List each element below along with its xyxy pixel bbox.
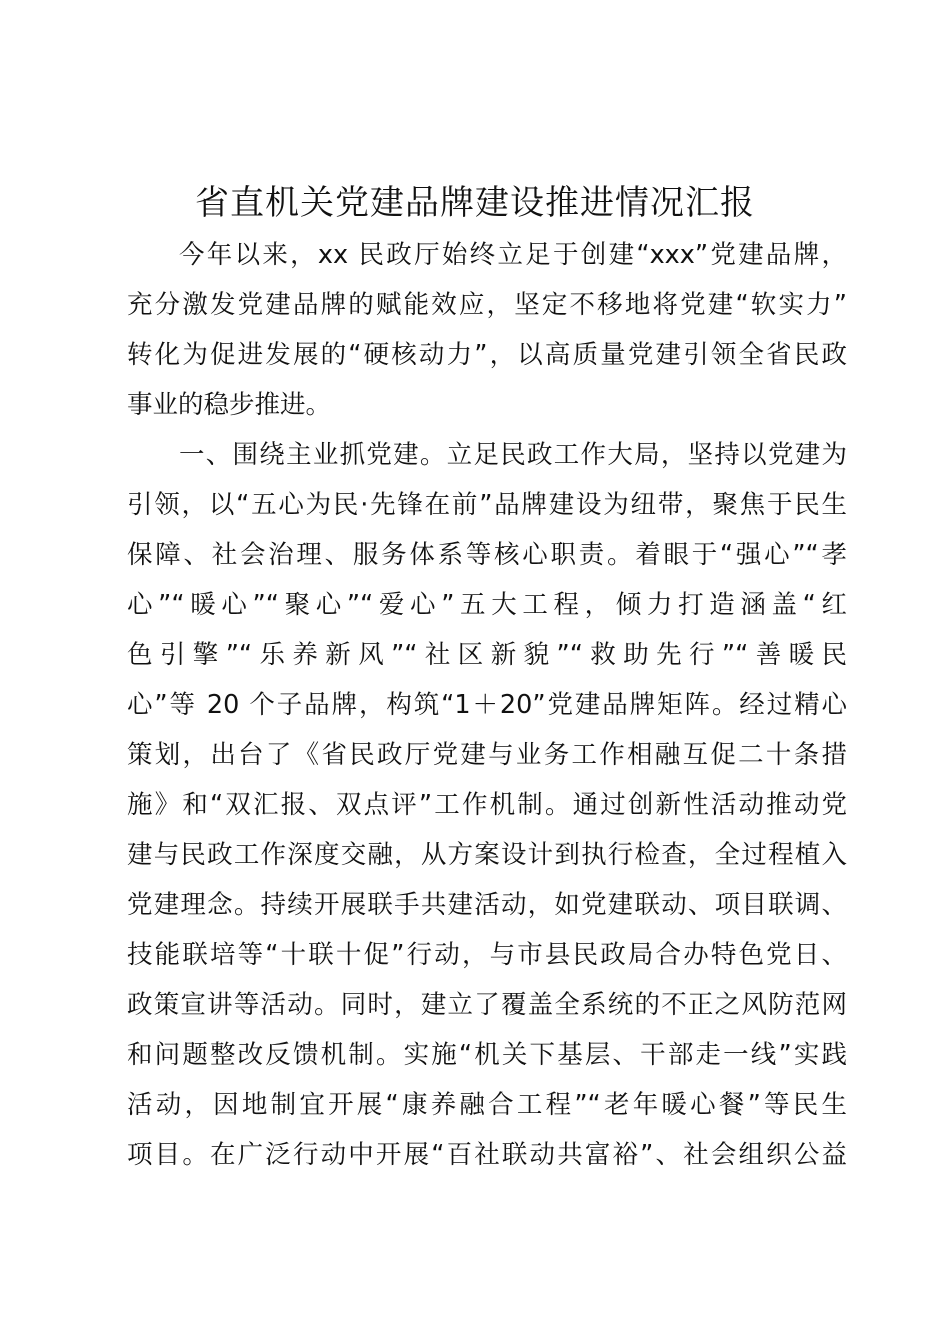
text-line: 充分激发党建品牌的赋能效应，坚定不移地将党建“软实力” [127, 290, 847, 320]
text-line: 色引擎”“乐养新风”“社区新貌”“救助先行”“善暖民 [127, 640, 847, 670]
text-line: 心”“暖心”“聚心”“爱心”五大工程，倾力打造涵盖“红 [127, 590, 847, 620]
text-line: 事业的稳步推进。 [127, 390, 332, 420]
text-line: 活动，因地制宜开展“康养融合工程”“老年暖心餐”等民生 [127, 1090, 847, 1120]
paragraph-2 [127, 430, 847, 1180]
paragraph-1 [127, 230, 847, 430]
text-line: 一、围绕主业抓党建。立足民政工作大局，坚持以党建为 [179, 440, 847, 470]
text-line: 和问题整改反馈机制。实施“机关下基层、干部走一线”实践 [127, 1040, 847, 1070]
text-line: 今年以来，xx 民政厅始终立足于创建“xxx”党建品牌， [179, 240, 847, 270]
document-title: 省直机关党建品牌建设推进情况汇报 [195, 183, 755, 223]
text-line: 保障、社会治理、服务体系等核心职责。着眼于“强心”“孝 [127, 540, 847, 570]
text-line: 心”等 20 个子品牌，构筑“1＋20”党建品牌矩阵。经过精心 [127, 690, 847, 720]
text-line: 施》和“双汇报、双点评”工作机制。通过创新性活动推动党 [127, 790, 847, 820]
text-line: 引领，以“五心为民·先锋在前”品牌建设为纽带，聚焦于民生 [127, 490, 847, 520]
text-line: 党建理念。持续开展联手共建活动，如党建联动、项目联调、 [127, 890, 847, 920]
text-line: 项目。在广泛行动中开展“百社联动共富裕”、社会组织公益 [127, 1140, 847, 1170]
text-line: 策划，出台了《省民政厅党建与业务工作相融互促二十条措 [127, 740, 847, 770]
text-line: 政策宣讲等活动。同时，建立了覆盖全系统的不正之风防范网 [127, 990, 847, 1020]
text-line: 技能联培等“十联十促”行动，与市县民政局合办特色党日、 [127, 940, 847, 970]
text-line: 建与民政工作深度交融，从方案设计到执行检查，全过程植入 [127, 840, 847, 870]
text-line: 转化为促进发展的“硬核动力”，以高质量党建引领全省民政 [127, 340, 847, 370]
document-body [127, 230, 847, 1180]
